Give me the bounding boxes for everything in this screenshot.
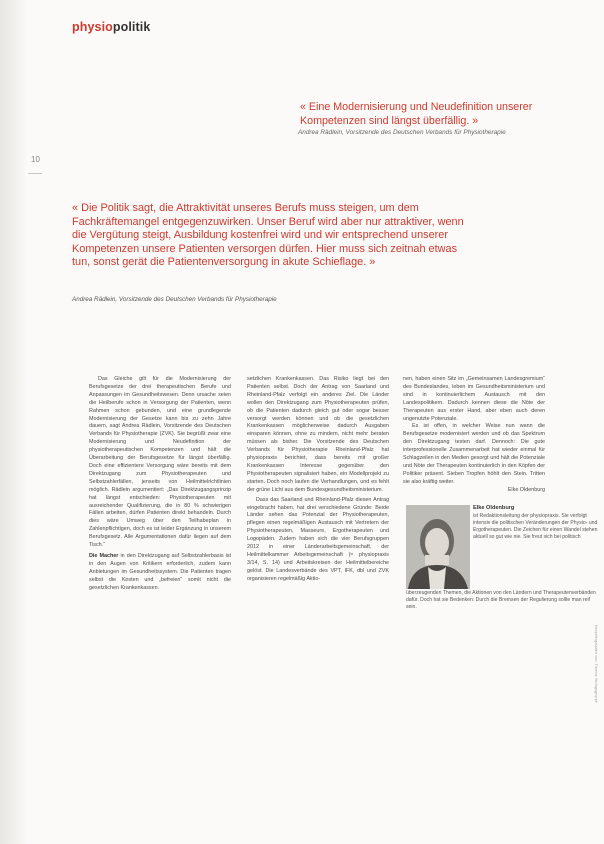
paragraph-text: in den Direktzugang auf Selbstzahlerbasis ist in den Augen von Kritikern erforderlich, zudem kann Anbietungen im Gesundheitssystem. Die Patienten tragen selbst die Kosten und „befreien“ somit nicht die gesetzlichen Krankenkassen.	[89, 552, 231, 591]
section-header-politik: politik	[112, 20, 151, 34]
page-number: 10	[31, 155, 40, 164]
paragraph: nen, haben einen Sitz im „Gemeinsamen Landesgremium“ des Bundeslandes, leben im Gesundheitsministerium und sind in kontinuierlichem Austausch mit den Landespolitikern. Dadurch kennen diese die Nöte der Therapeuten aus erster Hand, aber eben auch deren ungenutzte Potenziale.	[403, 376, 545, 422]
pull-quote-top-attribution: Andrea Rädlein, Vorsitzende des Deutschen Verbands für Physiotherapie	[298, 129, 506, 136]
page-fold-shadow	[0, 0, 28, 844]
side-download-note: Heruntergeladen von: Thieme Verlagsgruppe	[594, 625, 598, 703]
paragraph: Es ist offen, in welcher Weise nun wann die Berufsgesetze modernisiert werden und ob das Spektrum den Direktzugang testen darf. Dennoch: Die gute interprofessionelle Zusammenarbeit hat wieder einmal für Schlagzeilen in den Medien gesorgt und hält die Potenziale und Nöte der Therapeuten kontinuierlich in den Köpfen der Politiker präsent. Sieben Tropfen höhlt den Stein. Tritten sie also kräftig weiter.	[403, 423, 545, 485]
author-signature: Elke Oldenburg	[507, 486, 545, 493]
paragraph: setzlichen Krankenkassen. Das Risiko liegt bei den Patienten selbst. Doch der Antrag von Saarland und Rheinland-Pfalz verfolgt ein anderes Ziel. Die Länder wollen den Direktzugang zum Physiotherapeuten prüfen, ob die Patienten dadurch gleich gut oder sogar besser versorgt werden können und ob die gesetzlichen Krankenkassen möglicherweise dadurch Ausgaben einsparen können, ohne zu mindern, nicht mehr beraten müssen als bisher. Die Vorsitzende des Deutschen Verbands für Physiotherapie Rheinland-Pfalz hat physiopraxis berichtet, dass bereits mit großer Krankenkassen Interesse gegenüber den Physiotherapeuten signalisiert haben, ein Modellprojekt zu starten. Doch noch laufen die Verhandlungen, und es fehlt der grüne Licht aus dem Bundesgesundheitsministerium.	[247, 376, 389, 493]
article-column-2	[247, 376, 389, 584]
author-photo	[406, 505, 470, 589]
article-column-3	[403, 376, 545, 495]
paragraph: Dass das Saarland und Rheinland-Pfalz diesen Antrag eingebracht haben, hat drei verschiedene Gründe: Beide Länder sehen das Potenzial der Physiotherapeuten, pflegen einen regelmäßigen Austausch mit Vertretern der Physiotherapeuten, Masseure, Ergotherapeuten und Logopäden. Zudem haben sich die vier Berufsgruppen 2012 in einer Länderarbeitsgemeinschaft, der Heilmittelkammer Arbeitsgemeinschaft (≈ physiopraxis 3/14, S. 14) und Arbeitskreisen der Heilmittelbereiche gelöst. Die Landesverbände des VPT, IFK, dbl und ZVK organisieren regelmäßig Aktio-	[247, 496, 389, 582]
pull-quote-main-attribution: Andrea Rädlein, Vorsitzende des Deutschen Verbands für Physiotherapie	[72, 296, 277, 303]
section-header-physio: physio	[72, 20, 113, 34]
section-header	[72, 20, 150, 34]
author-bio-end: überzeugenden Themen, die Aktionen von den Ländern und Therapeutenverbänden dafür. Doch hat sie Bedenken: Durch die Bremsen der Regulierung sollte man reif sein.	[406, 590, 596, 610]
page-number-rule	[28, 173, 42, 174]
paragraph: Das Gleiche gilt für die Modernisierung der Berufsgesetze der drei therapeutischen Berufe und Anpassungen im Gesundheitswesen. Denn ursache seien die Heilberufe schon in Versorgung der Patienten, wenn Rahmen schon gebunden, und eine grundlegende Modernisierung der Gesetze kann bis zu zehn Jahre dauern, sagt Andrea Rädlein, Vorsitzende des Deutschen Verbands für Physiotherapie (ZVK). Sie begrüßt zwar eine Modernisierung und Neudefinition der physiotherapeutischen Kompetenzen und hält die Überarbeitung der Berufsgesetze für längst überfällig. Doch eine effizientere Versorgung wäre bereits mit dem Direktzugang zum Physiotherapeuten und Selbstzahlerfällen, jenseits von Heilmittelrichtlinien möglich. Rädlein argumentiert: „Das Direktzugangsprinzip hat längst entschieden: Physiotherapeuten mit ausreichender Qualifizierung, die in 80 % schwierigen Fällen arbeiten, dürfen Patienten direkt behandeln. Durch dies wäre Umweg über den Teilhabeplan in Zahlenpflichtigen, doch es ist leider Ergänzung in unserem Berufsgesetz. Alle Argumentationen dafür liegen auf dem Tisch.“	[89, 376, 231, 549]
pull-quote-main: « Die Politik sagt, die Attraktivität unseres Berufs muss steigen, um dem Fachkräftemangel entgegenzuwirken. Unser Beruf wird aber nur attraktiver, wenn die Vergütung steigt, Ausbildung kostenfrei wird und wir entsprechend unserer Kompetenzen unsere Patienten versorgen dürfen. Hier muss sich zeitnah etwas tun, sonst gerät die Patientenversorgung in akute Schieflage. »	[72, 202, 464, 269]
lead-in: Die Macher	[89, 552, 119, 559]
article-column-1	[89, 376, 231, 592]
paragraph	[89, 553, 231, 593]
pull-quote-top: « Eine Modernisierung und Neudefinition unserer Kompetenzen sind längst überfällig. »	[300, 101, 533, 127]
author-name: Elke Oldenburg	[473, 505, 515, 511]
author-bio-start: ist Redaktionsleitung der physiopraxis. Sie verfolgt intensiv die politischen Veränderungen der Physio- und Ergotherapeuten. Die Zeichen für einen Wandel stehen aktuell so gut wie nie. Sie freut sich bei politisch	[473, 512, 598, 540]
author-caption	[473, 505, 598, 541]
